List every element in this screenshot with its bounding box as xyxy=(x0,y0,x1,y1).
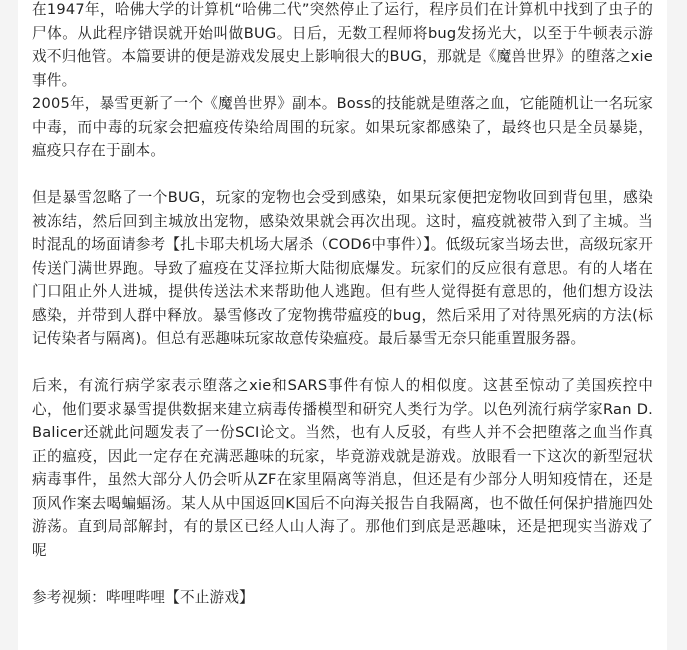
paragraph-epidemiology: 后来，有流行病学家表示堕落之xie和SARS事件有惊人的相似度。这甚至惊动了美国疾控中心，他们要求暴雪提供数据来建立病毒传播模型和研究人类行为学。以色列流行病学家Ran D. Balicer还就此问题发表了一份SCI论文。当然，也有人反驳，有些人并不会把堕落之血当作真正的瘟疫，因此一定存在充满恶趣味的玩家，毕竟游戏就是游戏。放眼看一下这次的新型冠状病毒事件，虽然大部分人仍会听从ZF在家里隔离等消息，但还是有少部分人明知疫情在，还是顶风作案去喝蝙蝠汤。某人从中国返回K国后不向海关报告自我隔离，也不做任何保护措施四处游荡。直到局部解封，有的景区已经人山人海了。那他们到底是恶趣味，还是把现实当游戏了呢 xyxy=(32,377,653,559)
paragraph-2005-update: 2005年，暴雪更新了一个《魔兽世界》副本。Boss的技能就是堕落之血，它能随机让一名玩家中毒，而中毒的玩家会把瘟疫传染给周围的玩家。如果玩家都感染了，最终也只是全员暴毙，瘟疫只存在于副本。 xyxy=(32,95,653,159)
article-page xyxy=(18,0,667,650)
paragraph-pet-bug: 但是暴雪忽略了一个BUG，玩家的宠物也会受到感染，如果玩家便把宠物收回到背包里，感染被冻结，然后回到主城放出宠物，感染效果就会再次出现。这时，瘟疫就被带入到了主城。当时混乱的场面请参考【扎卡耶夫机场大屠杀（COD6中事件）】。低级玩家当场去世，高级玩家开传送门满世界跑。导致了瘟疫在艾泽拉斯大陆彻底爆发。玩家们的反应很有意思。有的人堵在门口阻止外人进城，提供传送法术来帮助他人逃跑。但有些人觉得挺有意思的，他们想方设法感染，并带到人群中释放。暴雪修改了宠物携带瘟疫的bug，然后采用了对待黑死病的方法(标记传染者与隔离)。但总有恶趣味玩家故意传染瘟疫。最后暴雪无奈只能重置服务器。 xyxy=(32,189,653,347)
paragraph-intro: 在1947年，哈佛大学的计算机“哈佛二代”突然停止了运行，程序员们在计算机中找到了虫子的尸体。从此程序错误就开始叫做BUG。日后，无数工程师将bug发扬光大，以至于牛顿表示游戏不归他管。本篇要讲的便是游戏发展史上影响很大的BUG，那就是《魔兽世界》的堕落之xie事件。 xyxy=(32,1,653,89)
reference-video: 参考视频：哔哩哔哩【不止游戏】 xyxy=(32,588,254,606)
